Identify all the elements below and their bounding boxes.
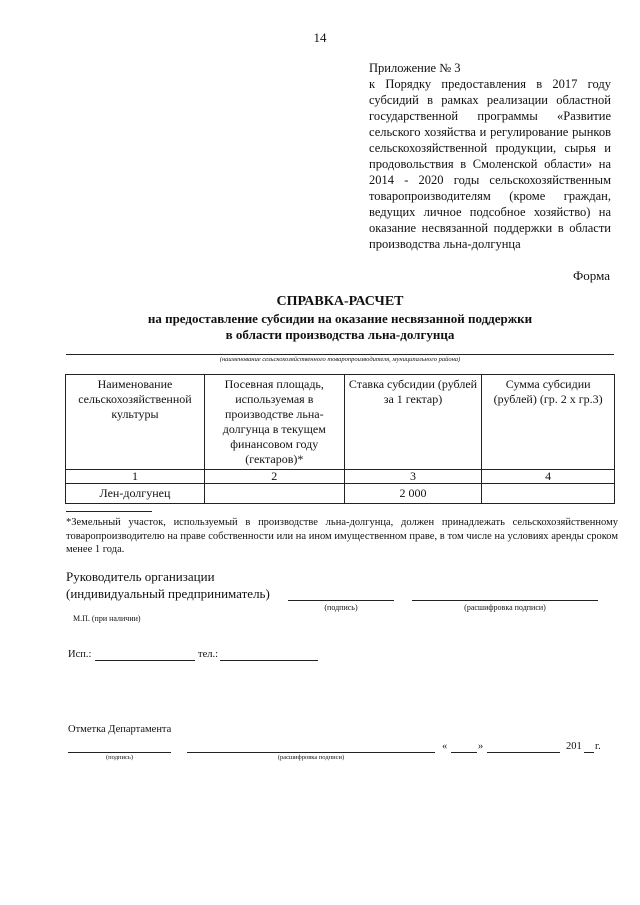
head-signature-line[interactable]	[288, 600, 394, 601]
cell-rate: 2 000	[344, 484, 482, 504]
department-decode-line[interactable]	[187, 752, 435, 753]
date-quote-open: «	[442, 741, 448, 752]
column-number: 2	[204, 470, 344, 484]
phone-label: тел.:	[198, 649, 219, 660]
header-rate: Ставка субсидии (рублей за 1 гектар)	[344, 375, 482, 470]
document-title-block	[0, 293, 640, 343]
appendix-block	[369, 60, 611, 252]
executor-label: Исп.:	[68, 649, 92, 660]
document-subtitle-2: в области производства льна-долгунца	[225, 327, 455, 342]
executor-line[interactable]	[95, 660, 195, 661]
document-title: СПРАВКА-РАСЧЕТ	[276, 294, 404, 309]
column-number: 4	[482, 470, 615, 484]
form-label: Форма	[573, 268, 610, 283]
appendix-text: к Порядку предоставления в 2017 году субсидий в рамках реализации областной государственной программы «Развитие сельского хозяйства и регулирование рынков сельскохозяйственной продукции, сырья и продовольствия в Смоленской области» на 2014 - 2020 годы сельскохозяйственным товаропроизводителям (кроме граждан, ведущих личное подсобное хозяйство) на оказание несвязанной поддержки в области производства льна-долгунца	[369, 77, 611, 251]
document-subtitle-1: на предоставление субсидии на оказание несвязанной поддержки	[147, 311, 533, 326]
footnote: *Земельный участок, используемый в производстве льна-долгунца, должен принадлежать сельскохозяйственному товаропроизводителю на праве собственности или на ином имущественном праве, в том числе на условиях аренды сроком менее 1 года.	[66, 517, 618, 555]
date-year-suffix: г.	[595, 741, 601, 752]
date-year-prefix: 201	[566, 741, 582, 752]
head-decode-hint: (расшифровка подписи)	[464, 603, 546, 612]
head-label-line2: (индивидуальный предприниматель)	[66, 585, 270, 601]
header-sum: Сумма субсидии (рублей) (гр. 2 х гр.3)	[482, 375, 615, 470]
cell-crop: Лен-долгунец	[66, 484, 205, 504]
header-crop: Наименование сельскохозяйственной культуры	[66, 375, 205, 470]
head-label	[66, 569, 270, 602]
head-decode-line[interactable]	[412, 600, 598, 601]
table-row	[66, 484, 615, 504]
department-label: Отметка Департамента	[68, 724, 172, 735]
department-decode-hint: (расшифровка подписи)	[277, 754, 345, 761]
date-month-line[interactable]	[487, 752, 560, 753]
date-quote-close: »	[478, 741, 484, 752]
cell-area[interactable]	[204, 484, 344, 504]
stamp-label: М.П. (при наличии)	[73, 614, 141, 623]
date-day-line[interactable]	[451, 752, 477, 753]
date-year-line[interactable]	[584, 752, 594, 753]
head-label-line1: Руководитель организации	[66, 569, 215, 584]
appendix-title: Приложение № 3	[369, 61, 461, 75]
column-number: 1	[66, 470, 205, 484]
cell-sum[interactable]	[482, 484, 615, 504]
page-number: 14	[313, 30, 327, 45]
department-signature-hint: (подпись)	[106, 754, 133, 761]
header-area: Посевная площадь, используемая в производстве льна-долгунца в текущем финансовом году (гектаров)*	[204, 375, 344, 470]
department-signature-line[interactable]	[68, 752, 171, 753]
footnote-divider	[66, 511, 152, 512]
phone-line[interactable]	[220, 660, 318, 661]
table-number-row	[66, 470, 615, 484]
table-header-row	[66, 375, 615, 470]
subsidy-table	[65, 374, 615, 504]
column-number: 3	[344, 470, 482, 484]
organization-name-line	[66, 354, 614, 355]
head-signature-hint: (подпись)	[324, 603, 358, 612]
organization-name-hint: (наименование сельскохозяйственного товаропроизводителя, муниципального района)	[219, 356, 461, 363]
